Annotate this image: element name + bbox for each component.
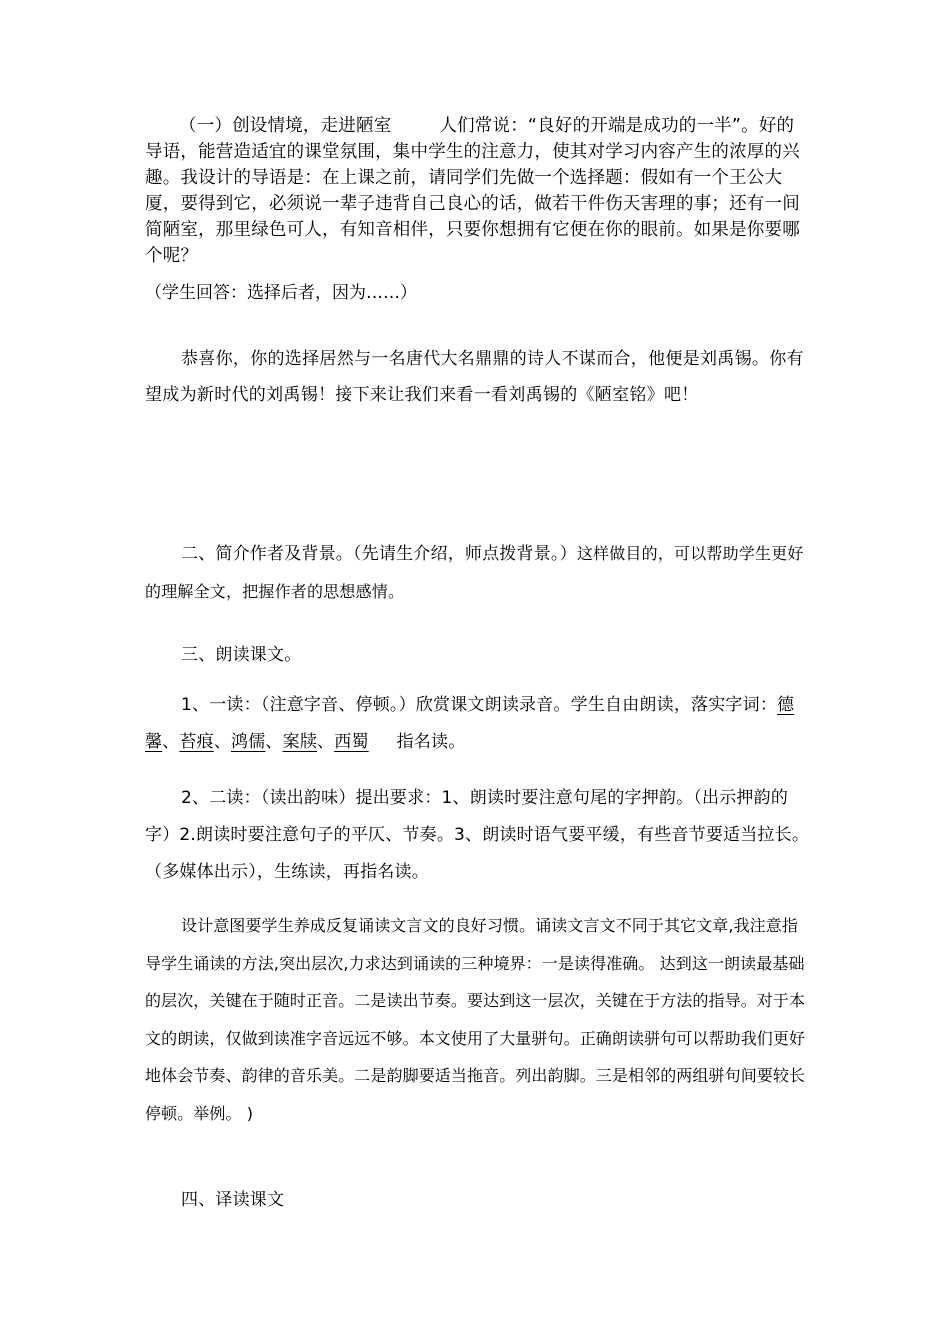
congrats-text: 恭喜你，你的选择居然与一名唐代大名鼎鼎的诗人不谋而合，他便是刘禹锡。你有望成为新时代的刘禹锡！接下来让我们来看一看刘禹锡的《陋室铭》吧！: [145, 349, 804, 405]
section4-heading-text: 四、译读课文: [181, 1190, 285, 1210]
student-answer: （学生回答：选择后者，因为……）: [145, 283, 417, 303]
read1-tail: 指名读。: [396, 732, 466, 752]
design-intent-paragraph: [145, 907, 810, 1132]
vocab-word: 案牍: [282, 732, 318, 752]
vocab-separator: 、: [317, 732, 335, 752]
section2-heading: 二、简介作者及背景。（先请生介绍，师点拨背景。）: [181, 544, 577, 564]
intro-paragraph: [145, 113, 810, 269]
vocab-separator: 、: [213, 732, 232, 752]
section3-heading-text: 三、朗读课文。: [181, 645, 302, 665]
section1-lead: 人们常说：“良好的开端是成功的一: [439, 116, 715, 136]
section2-note: 这样做目的，可以帮助学生更好的理解全文，把握作者的思想感情。: [145, 544, 804, 601]
congrats-paragraph: [145, 341, 810, 413]
read2-text: 2、二读：（读出韵味）提出要求：1、朗读时要注意句尾的字押韵。（出示押韵的字）2.朗读时要注意句子的平仄、节奏。3、朗读时语气要平缓，有些音节要适当拉长。（多媒体出示），生练读，再指名读。: [145, 788, 810, 882]
section1-heading: （一）创设情境，走进陋室: [179, 116, 392, 136]
vocab-separator: 、: [265, 732, 283, 752]
read1-paragraph: [145, 687, 810, 761]
vocab-word: 苔痕: [179, 732, 214, 752]
read2-paragraph: [145, 780, 810, 891]
vocab-word: 西蜀: [334, 732, 369, 752]
vocab-word: 德馨: [145, 695, 795, 752]
design-intent-text: 设计意图要学生养成反复诵读文言文的良好习惯。诵读文言文不同于其它文章,我注意指导学生诵读的方法,突出层次,力求达到诵读的三种境界：一是读得准确。 达到这一朗读最基础的层次，关键在于随时正音。二是读出节奏。要达到这一层次，关键在于方法的指导。对于本文的朗读，仅做到读准字音远远不够。本文使用了大量骈句。正确朗读骈句可以帮助我们更好地体会节奏、韵律的音乐美。二是韵脚要适当拖音。列出韵脚。三是相邻的两组骈句间要较长停顿。举例。 ): [145, 916, 806, 1123]
vocab-word: 鸿儒: [231, 732, 266, 752]
read1-text: 1、一读：（注意字音、停顿。）欣赏课文朗读录音。学生自由朗读，落实字词：: [181, 695, 778, 715]
section2-paragraph: [145, 535, 810, 611]
section3-heading: [145, 637, 810, 674]
section4-heading: [145, 1182, 810, 1219]
vocab-separator: 、: [162, 732, 180, 752]
section1-body: 半”。好的导语，能营造适宜的课堂氛围，集中学生的注意力，使其对学习内容产生的浓厚的兴趣。我设计的导语是：在上课之前，请同学们先做一个选择题：假如有一个王公大厦，要得到它，必须说一辈子违背自己良心的话，做若干件伤天害理的事；还有一间简陋室，那里绿色可人，有知音相伴，只要你想拥有它便在你的眼前。如果是你要哪个呢？: [145, 116, 800, 266]
